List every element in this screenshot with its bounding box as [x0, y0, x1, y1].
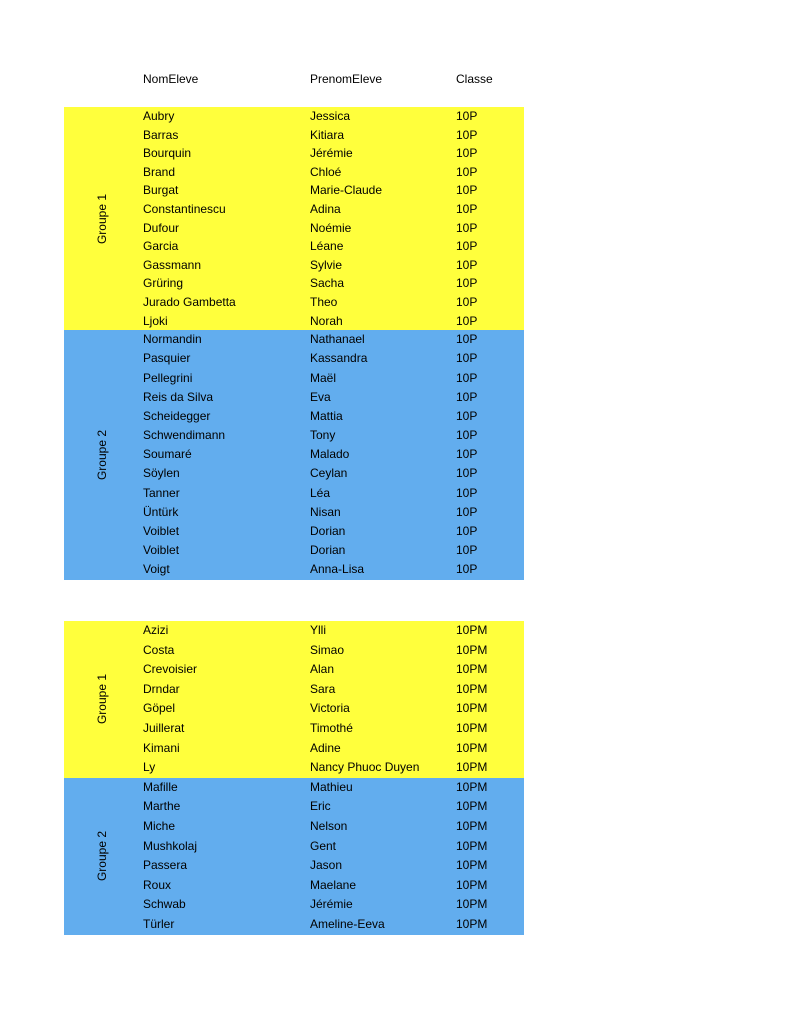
student-table-10p: [64, 107, 524, 580]
group-2: [64, 778, 524, 935]
cell-classe: 10P: [456, 164, 478, 179]
cell-nom-eleve: Costa: [143, 642, 175, 657]
cell-prenom-eleve: Sacha: [310, 276, 345, 291]
cell-nom-eleve: Pellegrini: [143, 370, 193, 385]
group-1: [64, 107, 524, 330]
cell-nom-eleve: Voigt: [143, 562, 170, 577]
cell-classe: 10P: [456, 408, 478, 423]
cell-classe: 10P: [456, 524, 478, 538]
cell-prenom-eleve: Eric: [310, 799, 331, 814]
table-row: [64, 256, 524, 275]
cell-classe: 10P: [456, 370, 478, 385]
table-row: [64, 699, 524, 719]
table-row: [64, 915, 524, 935]
table-row: [64, 541, 524, 560]
cell-nom-eleve: Garcia: [143, 239, 179, 254]
table-row: [64, 312, 524, 331]
cell-nom-eleve: Jurado Gambetta: [143, 294, 236, 309]
table-row: [64, 126, 524, 145]
cell-nom-eleve: Voiblet: [143, 524, 180, 538]
cell-prenom-eleve: Jason: [310, 858, 343, 873]
cell-classe: 10P: [456, 257, 478, 272]
group-label: Groupe 2: [95, 429, 109, 480]
cell-prenom-eleve: Victoria: [310, 701, 350, 716]
student-table-10pm: [64, 621, 524, 935]
cell-prenom-eleve: Sara: [310, 681, 336, 696]
cell-nom-eleve: Üntürk: [143, 504, 179, 519]
table-row: [64, 200, 524, 219]
table-row: [64, 797, 524, 817]
cell-prenom-eleve: Dorian: [310, 524, 346, 538]
cell-prenom-eleve: Ylli: [310, 623, 327, 637]
table-row: [64, 349, 524, 368]
cell-prenom-eleve: Nancy Phuoc Duyen: [310, 760, 420, 775]
cell-nom-eleve: Voiblet: [143, 543, 180, 558]
table-row: [64, 388, 524, 407]
table-row: [64, 660, 524, 680]
cell-classe: 10PM: [456, 701, 488, 716]
cell-nom-eleve: Brand: [143, 164, 176, 179]
cell-prenom-eleve: Alan: [310, 662, 335, 677]
group-label: Groupe 1: [95, 674, 109, 725]
header-nom-eleve: NomEleve: [143, 72, 199, 86]
table-row: [64, 560, 524, 579]
group-1: [64, 621, 524, 778]
cell-prenom-eleve: Kitiara: [310, 127, 345, 142]
cell-nom-eleve: Miche: [143, 818, 176, 833]
table-row: [64, 274, 524, 293]
cell-classe: 10PM: [456, 662, 488, 677]
cell-classe: 10PM: [456, 916, 488, 931]
cell-nom-eleve: Ly: [143, 760, 156, 775]
table-row: [64, 876, 524, 896]
cell-classe: 10P: [456, 294, 478, 309]
cell-prenom-eleve: Nisan: [310, 504, 341, 519]
table-row: [64, 778, 524, 798]
cell-nom-eleve: Grüring: [143, 276, 184, 291]
cell-classe: 10PM: [456, 838, 488, 853]
table-row: [64, 641, 524, 661]
cell-nom-eleve: Bourquin: [143, 146, 192, 161]
table-row: [64, 163, 524, 182]
cell-prenom-eleve: Marie-Claude: [310, 183, 383, 198]
cell-prenom-eleve: Adina: [310, 201, 341, 216]
cell-nom-eleve: Roux: [143, 877, 172, 892]
cell-prenom-eleve: Theo: [310, 294, 338, 309]
cell-prenom-eleve: Adine: [310, 740, 341, 755]
cell-nom-eleve: Soumaré: [143, 447, 192, 462]
cell-prenom-eleve: Jessica: [310, 109, 351, 123]
table-row: [64, 621, 524, 641]
cell-prenom-eleve: Chloé: [310, 164, 342, 179]
table-row: [64, 837, 524, 857]
cell-nom-eleve: Pasquier: [143, 351, 191, 366]
cell-classe: 10P: [456, 127, 478, 142]
cell-prenom-eleve: Timothé: [310, 720, 353, 735]
cell-classe: 10P: [456, 466, 478, 481]
cell-nom-eleve: Tanner: [143, 485, 180, 500]
cell-nom-eleve: Juillerat: [143, 720, 185, 735]
cell-prenom-eleve: Jérémie: [310, 146, 353, 161]
cell-classe: 10PM: [456, 877, 488, 892]
cell-nom-eleve: Passera: [143, 858, 188, 873]
table-row: [64, 856, 524, 876]
cell-prenom-eleve: Norah: [310, 313, 343, 328]
cell-prenom-eleve: Anna-Lisa: [310, 562, 365, 577]
cell-classe: 10P: [456, 351, 478, 366]
cell-classe: 10P: [456, 313, 478, 328]
cell-nom-eleve: Gassmann: [143, 257, 202, 272]
cell-prenom-eleve: Simao: [310, 642, 345, 657]
table-row: [64, 484, 524, 503]
table-row: [64, 107, 524, 126]
table-row: [64, 464, 524, 483]
cell-classe: 10PM: [456, 799, 488, 814]
cell-classe: 10P: [456, 183, 478, 198]
table-row: [64, 503, 524, 522]
header-prenom-eleve: PrenomEleve: [310, 72, 383, 86]
cell-classe: 10P: [456, 146, 478, 161]
table-row: [64, 680, 524, 700]
table-row: [64, 330, 524, 349]
table-row: [64, 144, 524, 163]
table-row: [64, 293, 524, 312]
cell-prenom-eleve: Nathanael: [310, 332, 365, 347]
cell-classe: 10PM: [456, 740, 488, 755]
cell-classe: 10P: [456, 276, 478, 291]
cell-classe: 10P: [456, 485, 478, 500]
cell-classe: 10PM: [456, 642, 488, 657]
cell-prenom-eleve: Léane: [310, 239, 344, 254]
cell-prenom-eleve: Ameline-Eeva: [310, 916, 385, 931]
table-row: [64, 522, 524, 541]
cell-prenom-eleve: Malado: [310, 447, 350, 462]
table-row: [64, 369, 524, 388]
cell-classe: 10PM: [456, 760, 488, 775]
cell-nom-eleve: Söylen: [143, 466, 180, 481]
cell-classe: 10P: [456, 562, 478, 577]
cell-prenom-eleve: Maelane: [310, 877, 357, 892]
cell-nom-eleve: Mushkolaj: [143, 838, 198, 853]
cell-prenom-eleve: Mattia: [310, 408, 343, 423]
cell-classe: 10P: [456, 332, 478, 347]
group-label: Groupe 2: [95, 831, 109, 882]
table-row: [64, 445, 524, 464]
table-row: [64, 817, 524, 837]
cell-classe: 10P: [456, 239, 478, 254]
cell-prenom-eleve: Kassandra: [310, 351, 368, 366]
cell-prenom-eleve: Eva: [310, 389, 331, 404]
table-row: [64, 181, 524, 200]
cell-nom-eleve: Schwendimann: [143, 428, 226, 443]
cell-classe: 10P: [456, 389, 478, 404]
cell-classe: 10PM: [456, 858, 488, 873]
cell-nom-eleve: Marthe: [143, 799, 181, 814]
cell-nom-eleve: Reis da Silva: [143, 389, 214, 404]
cell-nom-eleve: Drndar: [143, 681, 180, 696]
cell-prenom-eleve: Mathieu: [310, 779, 353, 794]
cell-nom-eleve: Constantinescu: [143, 201, 226, 216]
table-row: [64, 407, 524, 426]
cell-classe: 10PM: [456, 681, 488, 696]
cell-classe: 10PM: [456, 779, 488, 794]
group-label: Groupe 1: [95, 193, 109, 244]
cell-prenom-eleve: Sylvie: [310, 257, 343, 272]
cell-nom-eleve: Burgat: [143, 183, 179, 198]
table-row: [64, 237, 524, 256]
cell-nom-eleve: Azizi: [143, 623, 169, 637]
cell-prenom-eleve: Maël: [310, 370, 337, 385]
cell-nom-eleve: Mafille: [143, 779, 178, 794]
cell-prenom-eleve: Ceylan: [310, 466, 348, 481]
cell-nom-eleve: Schwab: [143, 897, 186, 912]
cell-classe: 10PM: [456, 623, 488, 637]
cell-prenom-eleve: Gent: [310, 838, 337, 853]
cell-classe: 10P: [456, 447, 478, 462]
cell-classe: 10PM: [456, 818, 488, 833]
cell-prenom-eleve: Jérémie: [310, 897, 353, 912]
cell-classe: 10P: [456, 201, 478, 216]
group-2: [64, 330, 524, 579]
cell-nom-eleve: Barras: [143, 127, 179, 142]
cell-prenom-eleve: Nelson: [310, 818, 348, 833]
table-row: [64, 426, 524, 445]
cell-nom-eleve: Göpel: [143, 701, 176, 716]
cell-nom-eleve: Dufour: [143, 220, 180, 235]
cell-nom-eleve: Türler: [143, 916, 175, 931]
cell-classe: 10P: [456, 504, 478, 519]
cell-classe: 10P: [456, 109, 478, 123]
cell-classe: 10P: [456, 543, 478, 558]
cell-nom-eleve: Kimani: [143, 740, 180, 755]
table-row: [64, 895, 524, 915]
column-header-row: [0, 72, 791, 90]
cell-nom-eleve: Crevoisier: [143, 662, 198, 677]
cell-prenom-eleve: Léa: [310, 485, 331, 500]
cell-nom-eleve: Normandin: [143, 332, 202, 347]
cell-prenom-eleve: Tony: [310, 428, 336, 443]
cell-nom-eleve: Ljoki: [143, 313, 168, 328]
cell-classe: 10PM: [456, 720, 488, 735]
cell-classe: 10P: [456, 428, 478, 443]
cell-classe: 10P: [456, 220, 478, 235]
cell-prenom-eleve: Dorian: [310, 543, 346, 558]
table-row: [64, 219, 524, 238]
table-row: [64, 739, 524, 759]
cell-nom-eleve: Aubry: [143, 109, 175, 123]
cell-prenom-eleve: Noémie: [310, 220, 352, 235]
table-row: [64, 758, 524, 778]
cell-classe: 10PM: [456, 897, 488, 912]
table-row: [64, 719, 524, 739]
cell-nom-eleve: Scheidegger: [143, 408, 211, 423]
header-classe: Classe: [456, 72, 493, 86]
